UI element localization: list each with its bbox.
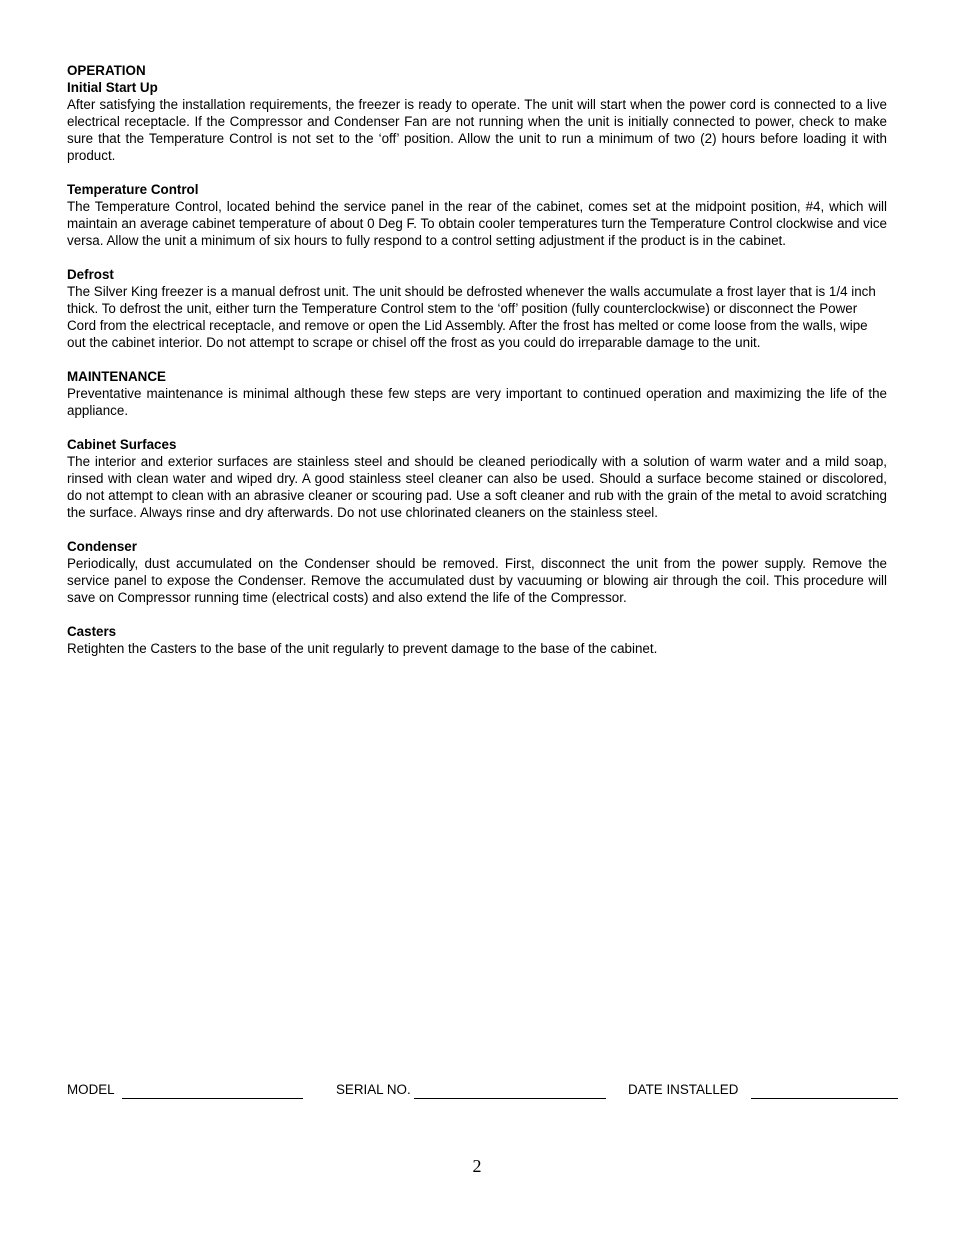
initial-start-up-heading: Initial Start Up — [67, 80, 158, 95]
casters-text: Retighten the Casters to the base of the unit regularly to prevent damage to the base of the cabinet. — [67, 641, 658, 656]
temperature-control-heading: Temperature Control — [67, 182, 199, 197]
maintenance-intro-text: Preventative maintenance is minimal although these few steps are very important to continued operation and maximizing the life of the appliance. — [67, 386, 887, 418]
temperature-control-text: The Temperature Control, located behind the service panel in the rear of the cabinet, comes set at the midpoint position, #4, which will maintain an average cabinet temperature of about 0 Deg F. To obtain cooler temperatures turn the Temperature Control clockwise and vice versa. Allow the unit a minimum of six hours to fully respond to a control setting adjustment if the product is in the cabinet. — [67, 199, 887, 248]
date-installed-label: DATE INSTALLED — [628, 1082, 739, 1097]
cabinet-surfaces-heading: Cabinet Surfaces — [67, 437, 177, 452]
registration-fields — [67, 1081, 899, 1103]
defrost-text: The Silver King freezer is a manual defrost unit. The unit should be defrosted whenever the walls accumulate a frost layer that is 1/4 inch thick. To defrost the unit, either turn the Temperature Control stem to the ‘off’ position (fully counterclockwise) or disconnect the Power Cord from the electrical receptacle, and remove or open the Lid Assembly. After the frost has melted or come loose from the walls, wipe out the cabinet interior. Do not attempt to scrape or chisel off the frost as you could do irreparable damage to the unit. — [67, 284, 876, 350]
cabinet-surfaces-text: The interior and exterior surfaces are stainless steel and should be cleaned periodically with a solution of warm water and a mild soap, rinsed with clean water and wiped dry. A good stainless steel cleaner can also be used. Should a surface become stained or discolored, do not attempt to clean with an abrasive cleaner or scouring pad. Use a soft cleaner and rub with the grain of the metal to avoid scratching the surface. Always rinse and dry afterwards. Do not use chlorinated cleaners on the stainless steel. — [67, 454, 887, 520]
document-body — [67, 62, 887, 657]
condenser-heading: Condenser — [67, 539, 137, 554]
condenser-text: Periodically, dust accumulated on the Condenser should be removed. First, disconnect the unit from the power supply. Remove the service panel to expose the Condenser. Remove the accumulated dust by vacuuming or blowing air through the coil. This procedure will save on Compressor running time (electrical costs) and also extend the life of the Compressor. — [67, 556, 887, 605]
serial-number-field-line[interactable] — [414, 1098, 606, 1099]
model-field-line[interactable] — [122, 1098, 303, 1099]
date-installed-field-line[interactable] — [751, 1098, 898, 1099]
maintenance-heading: MAINTENANCE — [67, 369, 166, 384]
page-number: 2 — [472, 1156, 482, 1176]
model-label: MODEL — [67, 1082, 115, 1097]
initial-start-up-text: After satisfying the installation requirements, the freezer is ready to operate. The unit will start when the power cord is connected to a live electrical receptacle. If the Compressor and Condenser Fan are not running when the unit is initially connected to power, check to make sure that the Temperature Control is not set to the ‘off’ position. Allow the unit to run a minimum of two (2) hours before loading it with product. — [67, 97, 887, 163]
defrost-heading: Defrost — [67, 267, 114, 282]
operation-heading: OPERATION — [67, 63, 146, 78]
serial-number-label: SERIAL NO. — [336, 1082, 411, 1097]
casters-heading: Casters — [67, 624, 117, 639]
